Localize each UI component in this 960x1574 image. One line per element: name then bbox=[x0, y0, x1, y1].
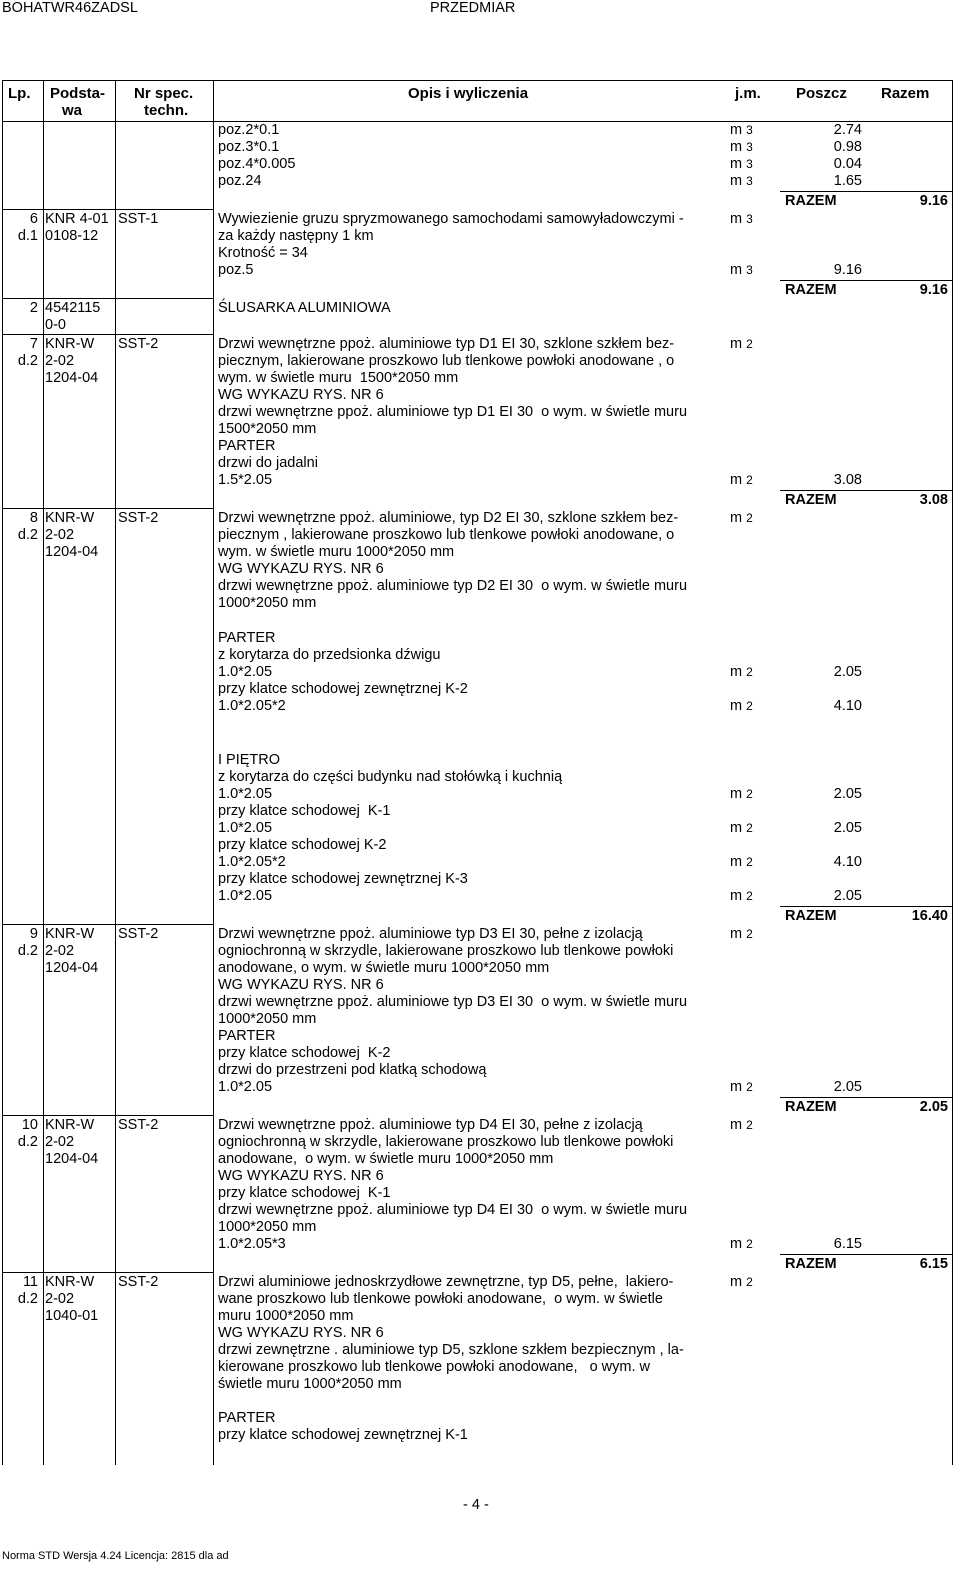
cell-opis: piecznym, lakierowane proszkowo lub tlenkowe powłoki anodowane , o bbox=[218, 353, 675, 369]
cell-opis: WG WYKAZU RYS. NR 6 bbox=[218, 977, 384, 993]
cell-poszcz: 2.05 bbox=[833, 664, 862, 680]
cell-podst: 1040-01 bbox=[45, 1308, 99, 1324]
cell-podst: KNR-W bbox=[45, 1117, 95, 1133]
cell-opis: przy klatce schodowej zewnętrznej K-3 bbox=[218, 871, 468, 887]
cell-opis: z korytarza do przedsionka dźwigu bbox=[218, 647, 441, 663]
unit-exponent: 2 bbox=[746, 1237, 753, 1251]
cell-nr: SST-2 bbox=[118, 336, 159, 352]
cell-opis: PARTER bbox=[218, 1410, 276, 1426]
unit-exponent: 2 bbox=[746, 855, 753, 869]
unit-exponent: 3 bbox=[746, 140, 753, 154]
cell-opis: 1.0*2.05 bbox=[218, 820, 273, 836]
cell-opis: Drzwi wewnętrzne ppoż. aluminiowe typ D1 EI 30, szklone szkłem bez- bbox=[218, 336, 675, 352]
cell-poszcz: 2.05 bbox=[833, 1079, 862, 1095]
unit-exponent: 2 bbox=[746, 1275, 753, 1289]
cell-nr: SST-1 bbox=[118, 211, 159, 227]
cell-lp: d.1 bbox=[17, 228, 38, 244]
cell-opis: 1.0*2.05 bbox=[218, 664, 273, 680]
cell-opis: drzwi wewnętrzne ppoż. aluminiowe typ D4 EI 30 o wym. w świetle muru bbox=[218, 1202, 688, 1218]
cell-podst: 2-02 bbox=[45, 353, 75, 369]
cell-razemlbl: RAZEM bbox=[785, 193, 837, 209]
cell-jm: m 2 bbox=[730, 926, 753, 942]
cell-opis: drzwi do jadalni bbox=[218, 455, 318, 471]
cell-opis: 1500*2050 mm bbox=[218, 421, 317, 437]
cell-opis: przy klatce schodowej K-2 bbox=[218, 837, 387, 853]
unit-exponent: 2 bbox=[746, 337, 753, 351]
unit-exponent: 2 bbox=[746, 1118, 753, 1132]
cell-opis: przy klatce schodowej zewnętrznej K-1 bbox=[218, 1427, 468, 1443]
cell-jm: m 2 bbox=[730, 888, 753, 904]
cell-opis: 1000*2050 mm bbox=[218, 595, 317, 611]
cell-opis: Wywiezienie gruzu spryzmowanego samochodami samowyładowczymi - bbox=[218, 211, 684, 227]
cell-opis: Drzwi wewnętrzne ppoż. aluminiowe typ D3 EI 30, pełne z izolacją bbox=[218, 926, 643, 942]
cell-opis: muru 1000*2050 mm bbox=[218, 1308, 354, 1324]
page-number: - 4 - bbox=[463, 1497, 489, 1513]
cell-opis: poz.5 bbox=[218, 262, 254, 278]
cell-opis: za każdy następny 1 km bbox=[218, 228, 374, 244]
razem-line bbox=[780, 280, 952, 281]
col-divider-lp bbox=[43, 80, 44, 1465]
cell-opis: PARTER bbox=[218, 438, 276, 454]
razem-line bbox=[780, 191, 952, 192]
cell-jm: m 2 bbox=[730, 336, 753, 352]
cell-razem: 6.15 bbox=[919, 1256, 948, 1272]
cell-opis: WG WYKAZU RYS. NR 6 bbox=[218, 1325, 384, 1341]
cell-jm: m 2 bbox=[730, 1236, 753, 1252]
cell-opis: drzwi do przestrzeni pod klatką schodową bbox=[218, 1062, 487, 1078]
cell-opis: PARTER bbox=[218, 1028, 276, 1044]
cell-podst: KNR-W bbox=[45, 1274, 95, 1290]
cell-poszcz: 4.10 bbox=[833, 854, 862, 870]
cell-lp: 2 bbox=[29, 300, 38, 316]
unit-exponent: 2 bbox=[746, 665, 753, 679]
cell-podst: 4542115 bbox=[45, 300, 101, 316]
cell-jm: m 3 bbox=[730, 211, 753, 227]
cell-opis: WG WYKAZU RYS. NR 6 bbox=[218, 561, 384, 577]
cell-jm: m 3 bbox=[730, 262, 753, 278]
row-separator bbox=[2, 334, 213, 335]
cell-poszcz: 2.05 bbox=[833, 888, 862, 904]
unit-exponent: 2 bbox=[746, 927, 753, 941]
header-poszcz: Poszcz bbox=[796, 85, 847, 102]
row-separator bbox=[2, 1115, 213, 1116]
cell-lp: 9 bbox=[29, 926, 38, 942]
cell-jm: m 2 bbox=[730, 1117, 753, 1133]
row-separator bbox=[2, 508, 213, 509]
cell-nr: SST-2 bbox=[118, 1117, 159, 1133]
cell-lp: d.2 bbox=[17, 1134, 38, 1150]
cell-podst: KNR-W bbox=[45, 336, 95, 352]
cell-podst: 1204-04 bbox=[45, 1151, 99, 1167]
cell-opis: Drzwi wewnętrzne ppoż. aluminiowe typ D4 EI 30, pełne z izolacją bbox=[218, 1117, 643, 1133]
header-opis: Opis i wyliczenia bbox=[408, 85, 529, 102]
cell-opis: drzwi wewnętrzne ppoż. aluminiowe typ D3 EI 30 o wym. w świetle muru bbox=[218, 994, 688, 1010]
table-header-border bbox=[2, 121, 953, 122]
unit-exponent: 2 bbox=[746, 699, 753, 713]
cell-jm: m 2 bbox=[730, 698, 753, 714]
cell-opis: Drzwi aluminiowe jednoskrzydłowe zewnętrzne, typ D5, pełne, lakiero- bbox=[218, 1274, 674, 1290]
cell-razemlbl: RAZEM bbox=[785, 282, 837, 298]
cell-opis: kierowane proszkowo lub tlenkowe powłoki anodowane, o wym. w bbox=[218, 1359, 650, 1375]
cell-razemlbl: RAZEM bbox=[785, 1256, 837, 1272]
cell-poszcz: 3.08 bbox=[833, 472, 862, 488]
cell-opis: poz.3*0.1 bbox=[218, 139, 280, 155]
cell-opis: WG WYKAZU RYS. NR 6 bbox=[218, 387, 384, 403]
row-separator bbox=[2, 209, 213, 210]
cell-podst: 2-02 bbox=[45, 1291, 75, 1307]
col-divider-podstawa bbox=[115, 80, 116, 1465]
cell-opis: przy klatce schodowej zewnętrznej K-2 bbox=[218, 681, 468, 697]
cell-opis: 1000*2050 mm bbox=[218, 1011, 317, 1027]
cell-opis: 1.5*2.05 bbox=[218, 472, 273, 488]
cell-nr: SST-2 bbox=[118, 926, 159, 942]
file-code: BOHATWR46ZADSL bbox=[2, 0, 138, 16]
unit-exponent: 2 bbox=[746, 473, 753, 487]
cell-lp: 6 bbox=[29, 211, 38, 227]
cell-podst: 2-02 bbox=[45, 527, 75, 543]
cell-poszcz: 1.65 bbox=[833, 173, 862, 189]
cell-podst: KNR-W bbox=[45, 926, 95, 942]
cell-opis: 1.0*2.05 bbox=[218, 1079, 273, 1095]
cell-jm: m 3 bbox=[730, 139, 753, 155]
cell-razem: 9.16 bbox=[919, 282, 948, 298]
table-left-border bbox=[2, 80, 3, 1465]
cell-opis: ogniochronną w skrzydle, lakierowane proszkowo lub tlenkowe powłoki bbox=[218, 943, 674, 959]
unit-exponent: 3 bbox=[746, 157, 753, 171]
cell-podst: 2-02 bbox=[45, 1134, 75, 1150]
cell-poszcz: 4.10 bbox=[833, 698, 862, 714]
cell-jm: m 2 bbox=[730, 472, 753, 488]
cell-opis: Krotność = 34 bbox=[218, 245, 308, 261]
unit-exponent: 2 bbox=[746, 821, 753, 835]
unit-exponent: 3 bbox=[746, 123, 753, 137]
cell-podst: 1204-04 bbox=[45, 960, 99, 976]
cell-opis: z korytarza do części budynku nad stołówką i kuchnią bbox=[218, 769, 563, 785]
header-lp: Lp. bbox=[8, 85, 31, 102]
cell-nr: SST-2 bbox=[118, 1274, 159, 1290]
cell-opis: anodowane, o wym. w świetle muru 1000*2050 mm bbox=[218, 1151, 554, 1167]
cell-jm: m 2 bbox=[730, 820, 753, 836]
cell-jm: m 2 bbox=[730, 664, 753, 680]
cell-poszcz: 9.16 bbox=[833, 262, 862, 278]
row-separator bbox=[2, 298, 213, 299]
cell-opis: Drzwi wewnętrzne ppoż. aluminiowe, typ D2 EI 30, szklone szkłem bez- bbox=[218, 510, 679, 526]
cell-jm: m 2 bbox=[730, 510, 753, 526]
document-title: PRZEDMIAR bbox=[430, 0, 516, 16]
cell-jm: m 3 bbox=[730, 173, 753, 189]
unit-exponent: 2 bbox=[746, 889, 753, 903]
cell-opis: 1.0*2.05*2 bbox=[218, 854, 286, 870]
cell-poszcz: 2.05 bbox=[833, 820, 862, 836]
cell-podst: KNR-W bbox=[45, 510, 95, 526]
razem-line bbox=[780, 490, 952, 491]
cell-lp: 10 bbox=[21, 1117, 38, 1133]
unit-exponent: 2 bbox=[746, 1080, 753, 1094]
cell-lp: 11 bbox=[22, 1274, 38, 1290]
cell-razemlbl: RAZEM bbox=[785, 908, 837, 924]
table-right-border bbox=[952, 80, 953, 1465]
cell-jm: m 2 bbox=[730, 786, 753, 802]
cell-razem: 16.40 bbox=[911, 908, 948, 924]
header-nrspec-1: Nr spec. bbox=[134, 85, 194, 102]
cell-razem: 2.05 bbox=[919, 1099, 948, 1115]
razem-line bbox=[780, 1097, 952, 1098]
cell-opis: drzwi zewnętrzne . aluminiowe typ D5, szklone szkłem bezpiecznym , la- bbox=[218, 1342, 684, 1358]
unit-exponent: 2 bbox=[746, 787, 753, 801]
cell-opis: poz.2*0.1 bbox=[218, 122, 280, 138]
header-nrspec-2: techn. bbox=[144, 102, 189, 119]
header-razem: Razem bbox=[881, 85, 930, 102]
cell-lp: d.2 bbox=[17, 1291, 38, 1307]
cell-podst: 1204-04 bbox=[45, 370, 99, 386]
cell-poszcz: 2.74 bbox=[833, 122, 862, 138]
cell-opis: przy klatce schodowej K-1 bbox=[218, 1185, 391, 1201]
cell-opis: drzwi wewnętrzne ppoż. aluminiowe typ D2 EI 30 o wym. w świetle muru bbox=[218, 578, 688, 594]
cell-podst: KNR 4-01 bbox=[45, 211, 109, 227]
cell-opis: PARTER bbox=[218, 630, 276, 646]
cell-jm: m 2 bbox=[730, 854, 753, 870]
cell-jm: m 3 bbox=[730, 122, 753, 138]
row-separator bbox=[2, 1272, 213, 1273]
cell-opis: 1.0*2.05 bbox=[218, 786, 273, 802]
cell-lp: d.2 bbox=[17, 943, 38, 959]
cell-lp: d.2 bbox=[17, 353, 38, 369]
cell-opis: anodowane, o wym. w świetle muru 1000*2050 mm bbox=[218, 960, 550, 976]
cell-jm: m 2 bbox=[730, 1079, 753, 1095]
cell-podst: 0-0 bbox=[45, 317, 66, 333]
cell-podst: 1204-04 bbox=[45, 544, 99, 560]
cell-razem: 9.16 bbox=[919, 193, 948, 209]
razem-line bbox=[780, 1254, 952, 1255]
header-podstawa-2: wa bbox=[62, 102, 83, 119]
cell-podst: 0108-12 bbox=[45, 228, 99, 244]
cell-poszcz: 2.05 bbox=[833, 786, 862, 802]
cell-opis: wane proszkowo lub tlenkowe powłoki anodowane, o wym. w świetle bbox=[218, 1291, 663, 1307]
top-bar bbox=[0, 0, 960, 18]
table-top-border bbox=[2, 80, 953, 81]
cell-opis: przy klatce schodowej K-2 bbox=[218, 1045, 391, 1061]
cell-poszcz: 0.98 bbox=[833, 139, 862, 155]
cell-opis: I PIĘTRO bbox=[218, 752, 281, 768]
cell-opis: świetle muru 1000*2050 mm bbox=[218, 1376, 402, 1392]
unit-exponent: 3 bbox=[746, 263, 753, 277]
cell-jm: m 3 bbox=[730, 156, 753, 172]
cell-opis: 1.0*2.05*2 bbox=[218, 698, 286, 714]
cell-opis: wym. w świetle muru 1500*2050 mm bbox=[218, 370, 459, 386]
cell-poszcz: 6.15 bbox=[833, 1236, 862, 1252]
cell-razemlbl: RAZEM bbox=[785, 1099, 837, 1115]
cell-opis: piecznym , lakierowane proszkowo lub tlenkowe powłoki anodowane, o bbox=[218, 527, 675, 543]
cell-lp: d.2 bbox=[17, 527, 38, 543]
cell-opis: drzwi wewnętrzne ppoż. aluminiowe typ D1 EI 30 o wym. w świetle muru bbox=[218, 404, 688, 420]
cell-lp: 8 bbox=[29, 510, 38, 526]
cell-podst: 2-02 bbox=[45, 943, 75, 959]
unit-exponent: 3 bbox=[746, 174, 753, 188]
cell-opis: przy klatce schodowej K-1 bbox=[218, 803, 391, 819]
razem-line bbox=[780, 906, 952, 907]
header-podstawa-1: Podsta- bbox=[50, 85, 106, 102]
cell-jm: m 2 bbox=[730, 1274, 753, 1290]
cell-opis: 1.0*2.05 bbox=[218, 888, 273, 904]
cell-opis: poz.4*0.005 bbox=[218, 156, 296, 172]
cell-lp: 7 bbox=[29, 336, 38, 352]
footer-license: Norma STD Wersja 4.24 Licencja: 2815 dla ad bbox=[2, 1550, 229, 1562]
header-jm: j.m. bbox=[735, 85, 761, 102]
cell-opis: poz.24 bbox=[218, 173, 262, 189]
cell-poszcz: 0.04 bbox=[833, 156, 862, 172]
row-separator bbox=[2, 924, 213, 925]
cell-opis: 1.0*2.05*3 bbox=[218, 1236, 286, 1252]
col-divider-nrspec bbox=[213, 80, 214, 1465]
cell-razemlbl: RAZEM bbox=[785, 492, 837, 508]
cell-opis: ŚLUSARKA ALUMINIOWA bbox=[218, 300, 391, 316]
cell-razem: 3.08 bbox=[919, 492, 948, 508]
cell-opis: 1000*2050 mm bbox=[218, 1219, 317, 1235]
unit-exponent: 3 bbox=[746, 212, 753, 226]
cell-opis: WG WYKAZU RYS. NR 6 bbox=[218, 1168, 384, 1184]
cell-opis: wym. w świetle muru 1000*2050 mm bbox=[218, 544, 455, 560]
cell-opis: ogniochronną w skrzydle, lakierowane proszkowo lub tlenkowe powłoki bbox=[218, 1134, 674, 1150]
unit-exponent: 2 bbox=[746, 511, 753, 525]
cell-nr: SST-2 bbox=[118, 510, 159, 526]
